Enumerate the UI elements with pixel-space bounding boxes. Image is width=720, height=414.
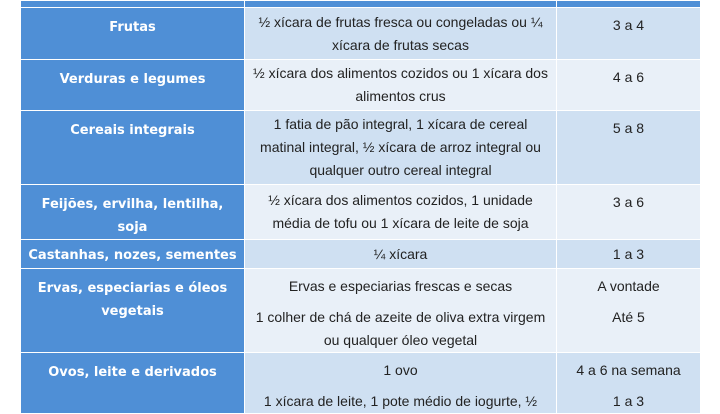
category-cell: Castanhas, nozes, sementes bbox=[21, 240, 245, 269]
portion-cell: ½ xícara de frutas fresca ou congeladas ou ¼ xícara de frutas secas bbox=[245, 8, 557, 60]
servings-cell: 5 a 8 bbox=[557, 111, 701, 185]
portion-cell-group bbox=[245, 353, 557, 414]
category-cell: Ervas, especiarias e óleos vegetais bbox=[21, 269, 245, 353]
servings-line: 1 a 3 bbox=[612, 393, 645, 409]
category-cell: Verduras e legumes bbox=[21, 60, 245, 111]
portion-line: 1 xícara de leite, 1 pote médio de iogurte, ½ bbox=[263, 393, 538, 409]
servings-line: Até 5 bbox=[612, 309, 645, 325]
servings-cell: 3 a 6 bbox=[557, 185, 701, 240]
page-margin-left bbox=[0, 0, 20, 405]
table-row bbox=[21, 185, 701, 240]
servings-line: A vontade bbox=[597, 278, 660, 294]
portion-line: 1 ovo bbox=[383, 362, 418, 378]
table-row bbox=[21, 269, 701, 353]
portion-line: 1 colher de chá de azeite de oliva extra virgem ou qualquer óleo vegetal bbox=[255, 309, 546, 348]
line-gap bbox=[251, 382, 550, 390]
servings-cell-group bbox=[557, 269, 701, 353]
servings-line: 4 a 6 na semana bbox=[576, 362, 681, 378]
portion-cell: ½ xícara dos alimentos cozidos ou 1 xícara dos alimentos crus bbox=[245, 60, 557, 111]
portion-cell: ¼ xícara bbox=[245, 240, 557, 269]
portion-line: Ervas e especiarias frescas e secas bbox=[288, 278, 513, 294]
servings-cell-group bbox=[557, 353, 701, 414]
portion-cell: 1 fatia de pão integral, 1 xícara de cereal matinal integral, ½ xícara de arroz integral ou qualquer outro cereal integral bbox=[245, 111, 557, 185]
servings-cell: 4 a 6 bbox=[557, 60, 701, 111]
servings-cell: 3 a 4 bbox=[557, 8, 701, 60]
line-gap bbox=[563, 382, 694, 390]
portion-cell-group bbox=[245, 269, 557, 353]
table-row bbox=[21, 240, 701, 269]
table-row bbox=[21, 111, 701, 185]
category-cell: Ovos, leite e derivados bbox=[21, 353, 245, 414]
table-row bbox=[21, 8, 701, 60]
portion-cell: ½ xícara dos alimentos cozidos, 1 unidade média de tofu ou 1 xícara de leite de soja bbox=[245, 185, 557, 240]
line-gap bbox=[563, 298, 694, 306]
category-cell: Frutas bbox=[21, 8, 245, 60]
category-cell: Cereais integrais bbox=[21, 111, 245, 185]
line-gap bbox=[251, 298, 550, 306]
category-cell: Feijões, ervilha, lentilha, soja bbox=[21, 185, 245, 240]
table-header-strip bbox=[21, 1, 701, 8]
header-cell-servings bbox=[557, 1, 701, 8]
food-portions-table bbox=[20, 0, 701, 414]
table-row bbox=[21, 60, 701, 111]
page-margin-right bbox=[700, 0, 720, 405]
header-cell-food bbox=[21, 1, 245, 8]
servings-cell: 1 a 3 bbox=[557, 240, 701, 269]
header-cell-portion bbox=[245, 1, 557, 8]
table-row bbox=[21, 353, 701, 414]
